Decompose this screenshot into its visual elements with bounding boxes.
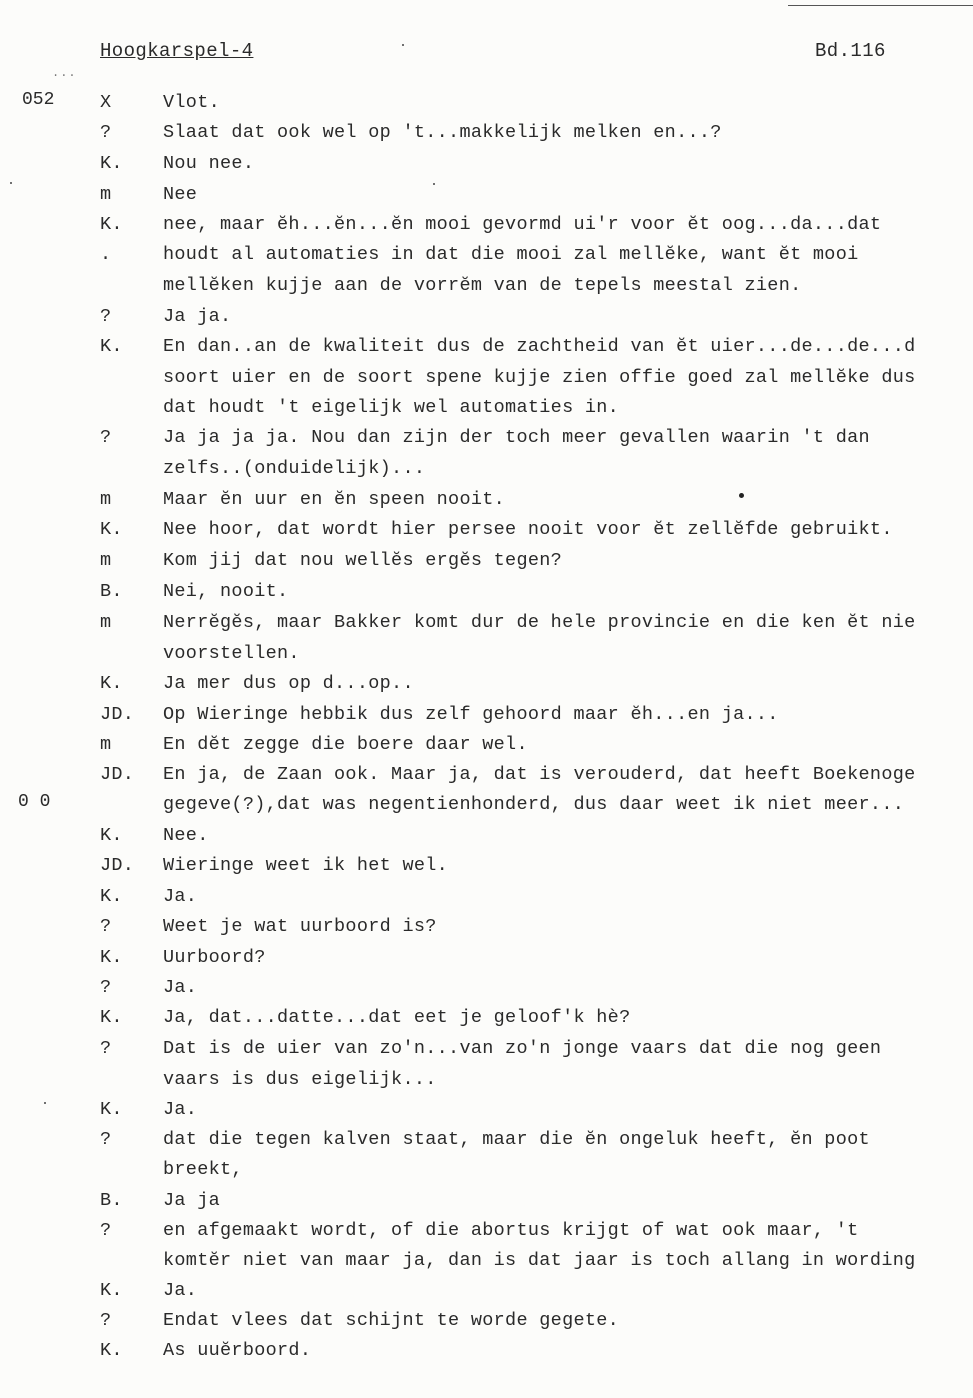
transcript-line [0, 608, 973, 638]
transcript-line [0, 302, 973, 332]
speaker-label: K. [100, 1340, 123, 1361]
utterance-text: komtĕr niet van maar ja, dan is dat jaar is toch allang in wording [163, 1250, 916, 1271]
transcript-line [0, 760, 973, 790]
speaker-label: K. [100, 1099, 123, 1120]
utterance-text: Ja. [163, 1099, 198, 1120]
transcript-line [0, 1065, 973, 1095]
utterance-text: nee, maar ĕh...ĕn...ĕn mooi gevormd ui'r voor ĕt oog...da...dat [163, 214, 882, 235]
utterance-text: Ja mer dus op d...op.. [163, 673, 414, 694]
utterance-text: En dĕt zegge die boere daar wel. [163, 734, 528, 755]
speaker-label: ? [100, 427, 112, 448]
transcript-line [0, 332, 973, 362]
transcript-line [0, 1034, 973, 1064]
utterance-text: vaars is dus eigelijk... [163, 1069, 437, 1090]
utterance-text: Ja. [163, 886, 198, 907]
tape-counter-end: 0 0 [18, 792, 51, 812]
transcript-line [0, 882, 973, 912]
speaker-label: JD. [100, 855, 135, 876]
speck [10, 182, 12, 184]
transcript-line [0, 118, 973, 148]
transcript-line [0, 454, 973, 484]
utterance-text: Wieringe weet ik het wel. [163, 855, 449, 876]
transcript-line [0, 149, 973, 179]
transcript-line [0, 88, 973, 118]
utterance-text: En ja, de Zaan ook. Maar ja, dat is verouderd, dat heeft Boekenoge [163, 764, 916, 785]
speaker-label: ? [100, 1038, 112, 1059]
speaker-label: X [100, 92, 112, 113]
speaker-label: m [100, 612, 112, 633]
utterance-text: Ja ja. [163, 306, 232, 327]
utterance-text: Nee hoor, dat wordt hier persee nooit voor ĕt zellĕfde gebruikt. [163, 519, 893, 540]
utterance-text: voorstellen. [163, 643, 300, 664]
speaker-label: m [100, 184, 112, 205]
speck [402, 44, 404, 46]
speaker-label: K. [100, 519, 123, 540]
utterance-text: Nee [163, 184, 198, 205]
speaker-label: K. [100, 153, 123, 174]
utterance-text: Nou nee. [163, 153, 255, 174]
document-title: Hoogkarspel-4 [100, 40, 254, 62]
utterance-text: Nei, nooit. [163, 581, 289, 602]
utterance-text: en afgemaakt wordt, of die abortus krijgt of wat ook maar, 't [163, 1220, 859, 1241]
utterance-text: Kom jij dat nou wellĕs ergĕs tegen? [163, 550, 563, 571]
speaker-label: K. [100, 886, 123, 907]
speaker-label: m [100, 734, 112, 755]
tape-counter-start: 052 [22, 90, 55, 110]
speaker-label: ? [100, 977, 112, 998]
speaker-label: ? [100, 122, 112, 143]
utterance-text: Maar ĕn uur en ĕn speen nooit. [163, 489, 506, 510]
speaker-label: . [100, 244, 112, 265]
speaker-label: K. [100, 825, 123, 846]
speaker-label: JD. [100, 704, 135, 725]
speaker-label: ? [100, 1220, 112, 1241]
utterance-text: Ja ja [163, 1190, 221, 1211]
utterance-text: Slaat dat ook wel op 't...makkelijk melken en...? [163, 122, 722, 143]
utterance-text: dat die tegen kalven staat, maar die ĕn ongeluk heeft, ĕn poot [163, 1129, 870, 1150]
utterance-text: Ja, dat...datte...dat eet je geloof'k hè? [163, 1007, 631, 1028]
transcript-line [0, 912, 973, 942]
utterance-text: Nerrĕgĕs, maar Bakker komt dur de hele provincie en die ken ĕt nie [163, 612, 916, 633]
transcript-line [0, 271, 973, 301]
top-rule [788, 5, 973, 6]
margin-dots: ... [52, 66, 77, 80]
speaker-label: ? [100, 1129, 112, 1150]
transcript-line [0, 1095, 973, 1125]
transcript-line [0, 851, 973, 881]
speaker-label: K. [100, 1007, 123, 1028]
transcript-line [0, 943, 973, 973]
utterance-text: Uurboord? [163, 947, 266, 968]
transcript-line [0, 821, 973, 851]
utterance-text: Dat is de uier van zo'n...van zo'n jonge vaars dat die nog geen [163, 1038, 882, 1059]
utterance-text: As uuĕrboord. [163, 1340, 312, 1361]
transcript-line [0, 515, 973, 545]
speaker-label: B. [100, 581, 123, 602]
transcript-line [0, 790, 973, 820]
transcript-line [0, 363, 973, 393]
speaker-label: K. [100, 947, 123, 968]
speaker-label: ? [100, 1310, 112, 1331]
transcript-line [0, 1306, 973, 1336]
transcript-line [0, 700, 973, 730]
utterance-text: Vlot. [163, 92, 221, 113]
utterance-text: houdt al automaties in dat die mooi zal mellĕke, want ĕt mooi [163, 244, 859, 265]
transcript-line [0, 1003, 973, 1033]
transcript-line [0, 639, 973, 669]
utterance-text: Endat vlees dat schijnt te worde gegete. [163, 1310, 620, 1331]
utterance-text: zelfs..(onduidelijk)... [163, 458, 426, 479]
transcript-line [0, 1186, 973, 1216]
speaker-label: K. [100, 336, 123, 357]
transcript-line [0, 546, 973, 576]
transcript-line [0, 1276, 973, 1306]
transcript-line [0, 973, 973, 1003]
transcript-line [0, 1336, 973, 1366]
utterance-text: Op Wieringe hebbik dus zelf gehoord maar ĕh...en ja... [163, 704, 779, 725]
bullet-mark [739, 493, 744, 498]
transcript-line [0, 180, 973, 210]
utterance-text: Ja ja ja ja. Nou dan zijn der toch meer gevallen waarin 't dan [163, 427, 870, 448]
speaker-label: K. [100, 673, 123, 694]
utterance-text: dat houdt 't eigelijk wel automaties in. [163, 397, 620, 418]
transcript-line [0, 1216, 973, 1246]
page-header-left [100, 40, 253, 62]
utterance-text: Ja. [163, 1280, 198, 1301]
transcript-line [0, 423, 973, 453]
utterance-text: mellĕken kujje aan de vorrĕm van de tepels meestal zien. [163, 275, 802, 296]
speaker-label: ? [100, 306, 112, 327]
utterance-text: breekt, [163, 1159, 243, 1180]
utterance-text: soort uier en de soort spene kujje zien offie goed zal mellĕke dus [163, 367, 916, 388]
speck [44, 1102, 46, 1104]
speaker-label: ? [100, 916, 112, 937]
transcript-line [0, 1246, 973, 1276]
utterance-text: Nee. [163, 825, 209, 846]
transcript-line [0, 210, 973, 240]
speaker-label: m [100, 550, 112, 571]
transcript-line [0, 485, 973, 515]
transcript-line [0, 577, 973, 607]
speaker-label: K. [100, 214, 123, 235]
utterance-text: gegeve(?),dat was negentienhonderd, dus daar weet ik niet meer... [163, 794, 905, 815]
utterance-text: Weet je wat uurboord is? [163, 916, 437, 937]
transcript-line [0, 730, 973, 760]
speaker-label: JD. [100, 764, 135, 785]
utterance-text: Ja. [163, 977, 198, 998]
speck [433, 183, 435, 185]
transcript-line [0, 1125, 973, 1155]
speaker-label: m [100, 489, 112, 510]
transcript-line [0, 240, 973, 270]
speaker-label: B. [100, 1190, 123, 1211]
transcript-line [0, 393, 973, 423]
utterance-text: En dan..an de kwaliteit dus de zachtheid van ĕt uier...de...de...d [163, 336, 916, 357]
transcript-line [0, 1155, 973, 1185]
transcript-line [0, 669, 973, 699]
speaker-label: K. [100, 1280, 123, 1301]
page-number: Bd.116 [815, 40, 886, 62]
